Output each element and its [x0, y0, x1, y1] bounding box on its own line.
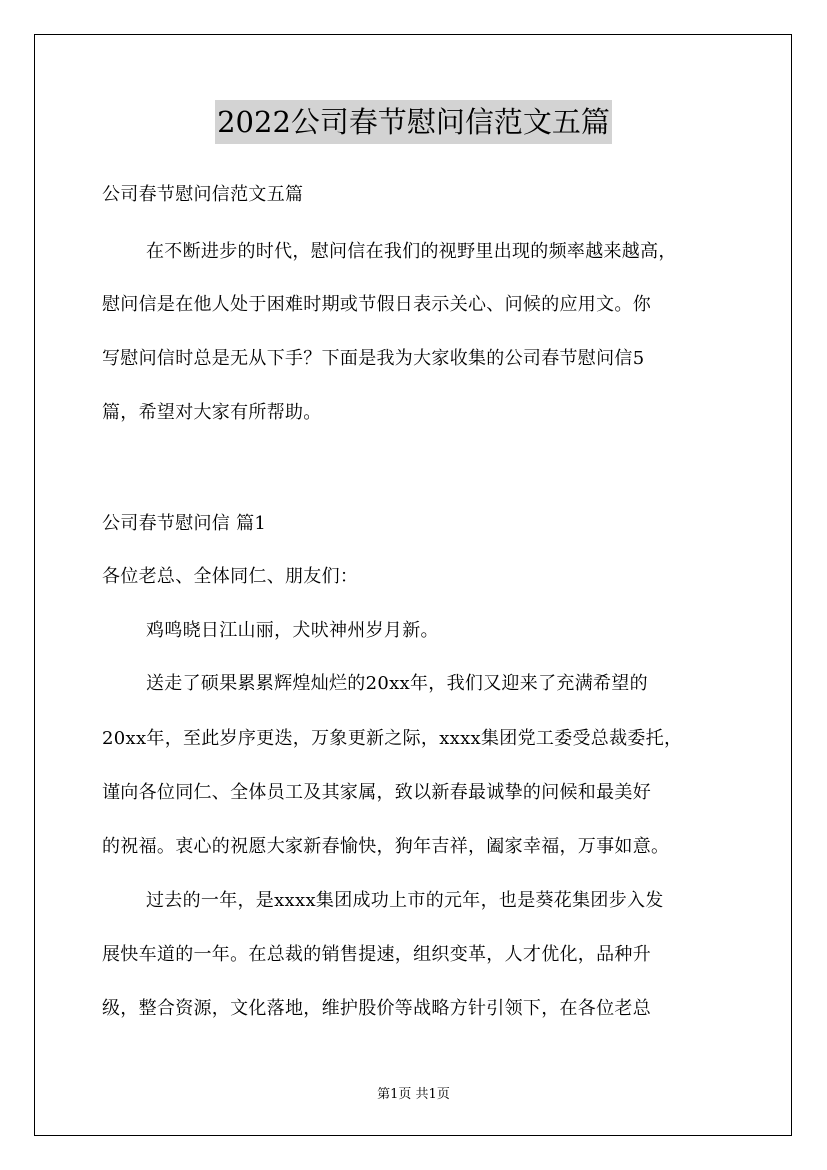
para2-line-2: 展快车道的一年。在总裁的销售提速，组织变革，人才优化，品种升: [102, 944, 651, 965]
salutation: 各位老总、全体同仁、朋友们：: [102, 566, 359, 587]
page-footer: 第1页 共1页: [377, 1087, 450, 1102]
intro-line-1: 在不断进步的时代，慰问信在我们的视野里出现的频率越来越高，: [146, 241, 677, 262]
document-title: 2022公司春节慰问信范文五篇: [215, 100, 612, 144]
couplet: 鸡鸣晓日江山丽，犬吠神州岁月新。: [146, 620, 439, 641]
section-heading: 公司春节慰问信 篇1: [102, 513, 267, 534]
intro-line-2: 慰问信是在他人处于困难时期或节假日表示关心、问候的应用文。你: [102, 294, 651, 315]
title-container: [0, 100, 827, 144]
para1-line-4: 的祝福。衷心的祝愿大家新春愉快，狗年吉祥，阖家幸福，万事如意。: [102, 836, 670, 857]
intro-line-3: 写慰问信时总是无从下手？下面是我为大家收集的公司春节慰问信5: [102, 348, 645, 369]
para1-line-1: 送走了硕果累累辉煌灿烂的20xx年，我们又迎来了充满希望的: [146, 673, 648, 694]
subtitle: 公司春节慰问信范文五篇: [102, 184, 304, 205]
para2-line-3: 级，整合资源，文化落地，维护股价等战略方针引领下，在各位老总: [102, 998, 651, 1019]
para2-line-1: 过去的一年，是xxxx集团成功上市的元年，也是葵花集团步入发: [146, 890, 664, 911]
para1-line-2: 20xx年，至此岁序更迭，万象更新之际，xxxx集团党工委受总裁委托，: [102, 728, 683, 749]
intro-line-4: 篇，希望对大家有所帮助。: [102, 402, 322, 423]
para1-line-3: 谨向各位同仁、全体员工及其家属，致以新春最诚挚的问候和最美好: [102, 782, 651, 803]
